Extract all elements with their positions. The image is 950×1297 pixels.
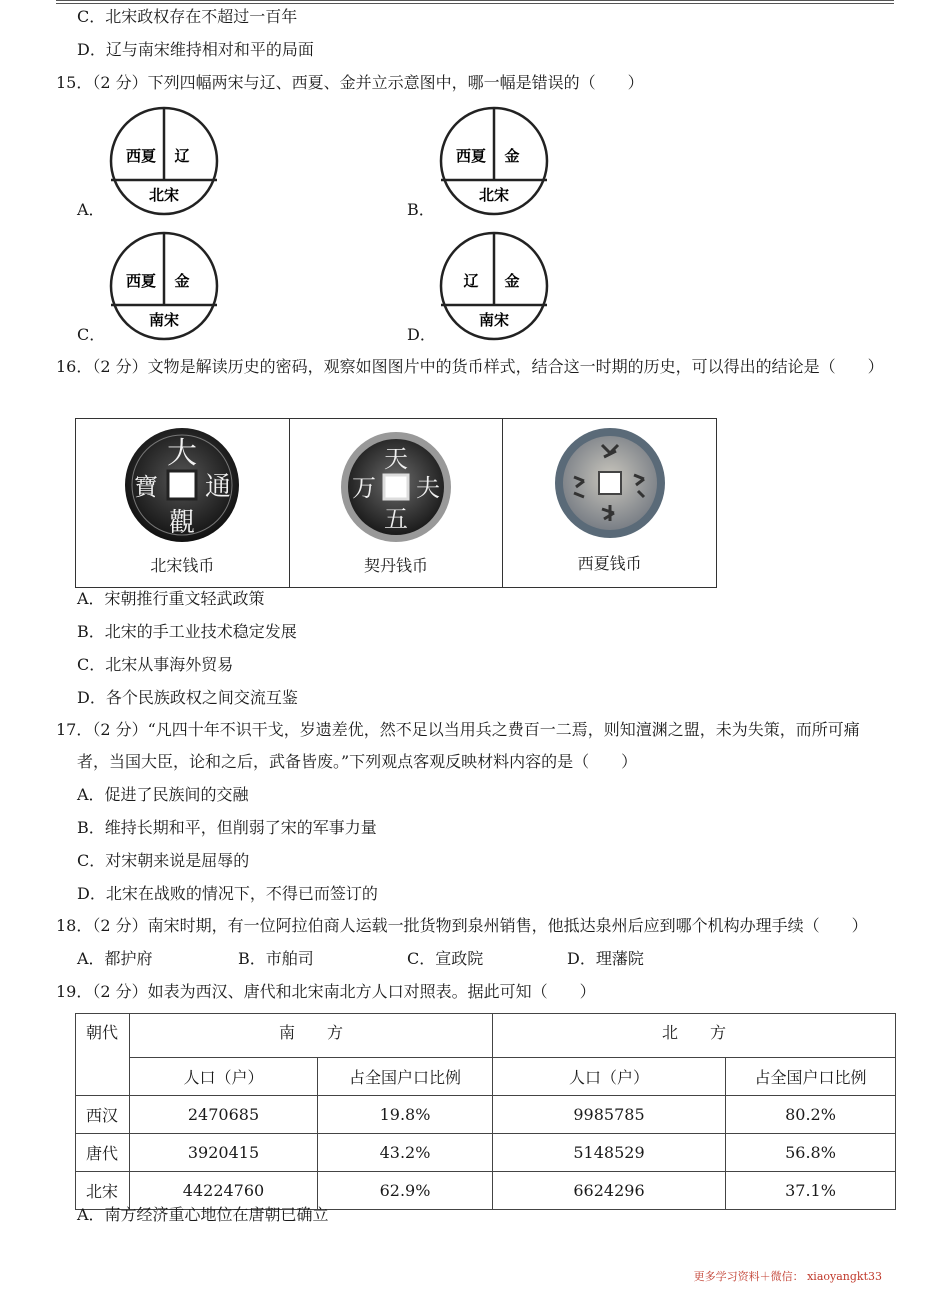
table-row [76,1134,896,1172]
q18-option-c: C．宣政院 [407,949,484,968]
diagram-c-letter: C． [77,325,106,344]
khitan-coin-glyph-left: 万 [352,474,376,502]
coin-cell-song [76,419,290,587]
q18-option-b: B．市舶司 [238,949,314,968]
header-south: 南 方 [130,1014,493,1058]
diagram-b-letter: B． [407,200,435,219]
diagram-d-bottom: 南宋 [478,311,510,329]
header-north: 北 方 [493,1014,896,1058]
q17-option-a: A．促进了民族间的交融 [77,785,249,804]
q16-stem: 16．（2 分）文物是解读历史的密码，观察如图图片中的货币样式，结合这一时期的历史，可以得出的结论是（ ） [56,357,884,376]
diagram-a-left: 西夏 [125,147,157,165]
row-south-ratio: 43.2% [318,1134,493,1172]
row-dynasty: 西汉 [76,1096,130,1134]
table-row [76,1172,896,1210]
q14-option-d: D．辽与南宋维持相对和平的局面 [77,40,314,59]
diagram-d-right: 金 [504,272,520,290]
header-south-pop: 人口（户） [130,1058,318,1096]
row-south-ratio: 62.9% [318,1172,493,1210]
coin-cell-khitan [290,419,504,587]
song-coin-glyph-bottom: 觀 [169,508,196,538]
population-table [75,1013,896,1210]
row-dynasty: 北宋 [76,1172,130,1210]
row-north-pop: 9985785 [493,1096,726,1134]
table-subheader-row [76,1058,896,1096]
diagram-c-left: 西夏 [125,272,157,290]
diagram-a-bottom: 北宋 [148,186,180,204]
q16-option-d: D．各个民族政权之间交流互鉴 [77,688,298,707]
diagram-c [108,230,220,346]
q14-option-c: C．北宋政权存在不超过一百年 [77,7,298,26]
row-north-pop: 6624296 [493,1172,726,1210]
header-dynasty: 朝代 [76,1014,130,1096]
row-south-pop: 3920415 [130,1134,318,1172]
khitan-coin-glyph-top: 天 [384,445,408,473]
row-north-ratio: 80.2% [726,1096,896,1134]
footer-note: 更多学习资料＋微信： xiaoyangkt33 [693,1270,882,1283]
row-dynasty: 唐代 [76,1134,130,1172]
song-coin-glyph-top: 大 [167,436,198,471]
diagram-c-bottom: 南宋 [148,311,180,329]
coin-caption-xixia: 西夏钱币 [577,554,642,573]
q17-option-c: C．对宋朝来说是屈辱的 [77,851,250,870]
table-row [76,1096,896,1134]
q18-stem: 18．（2 分）南宋时期，有一位阿拉伯商人运载一批货物到泉州销售，他抵达泉州后应到哪个机构办理手续（ ） [56,916,868,935]
diagram-b [438,105,550,221]
diagram-b-right: 金 [504,147,520,165]
row-north-pop: 5148529 [493,1134,726,1172]
q16-option-a: A．宋朝推行重文轻武政策 [77,589,265,608]
coin-table [75,418,717,588]
khitan-coin-glyph-bottom: 五 [384,505,408,533]
q18-option-d: D．理藩院 [567,949,644,968]
q17-stem-line2: 者，当国大臣，论和之后，武备皆废。”下列观点客观反映材料内容的是（ ） [77,752,638,771]
q19-stem: 19．（2 分）如表为西汉、唐代和北宋南北方人口对照表。据此可知（ ） [56,982,596,1001]
diagram-b-left: 西夏 [455,147,487,165]
diagram-a [108,105,220,221]
header-south-ratio: 占全国户口比例 [318,1058,493,1096]
song-coin-glyph-right: 通 [205,472,232,502]
q18-option-a: A．都护府 [77,949,153,968]
coin-cell-xixia [503,419,716,587]
khitan-coin-image [338,429,454,549]
diagram-a-right: 辽 [174,147,190,165]
row-south-pop: 44224760 [130,1172,318,1210]
row-north-ratio: 37.1% [726,1172,896,1210]
q16-option-c: C．北宋从事海外贸易 [77,655,234,674]
q19-option-a: A．南方经济重心地位在唐朝已确立 [77,1205,329,1224]
song-coin-glyph-left: 寶 [134,473,159,501]
diagram-d-letter: D． [407,325,436,344]
diagram-d [438,230,550,346]
q16-option-b: B．北宋的手工业技术稳定发展 [77,622,297,641]
top-rule [56,0,894,4]
q17-option-b: B．维持长期和平，但削弱了宋的军事力量 [77,818,377,837]
northern-song-coin-image [122,425,242,549]
q17-option-d: D．北宋在战败的情况下，不得已而签订的 [77,884,378,903]
table-header-row [76,1014,896,1058]
diagram-a-letter: A． [77,200,105,219]
khitan-coin-glyph-right: 夫 [416,474,440,502]
header-north-ratio: 占全国户口比例 [726,1058,896,1096]
header-north-pop: 人口（户） [493,1058,726,1096]
diagram-b-bottom: 北宋 [478,186,510,204]
diagram-d-left: 辽 [463,272,479,290]
q15-stem: 15．（2 分）下列四幅两宋与辽、西夏、金并立示意图中，哪一幅是错误的（ ） [56,73,644,92]
row-north-ratio: 56.8% [726,1134,896,1172]
coin-caption-khitan: 契丹钱币 [364,556,429,575]
diagram-c-right: 金 [174,272,190,290]
row-south-pop: 2470685 [130,1096,318,1134]
coin-caption-song: 北宋钱币 [150,556,215,575]
q17-stem-line1: 17．（2 分）“凡四十年不识干戈，岁遗差优，然不足以当用兵之费百一二焉，则知澶渊之盟，未为失策，而所可痛 [56,720,860,739]
western-xia-coin-image [552,425,668,545]
row-south-ratio: 19.8% [318,1096,493,1134]
